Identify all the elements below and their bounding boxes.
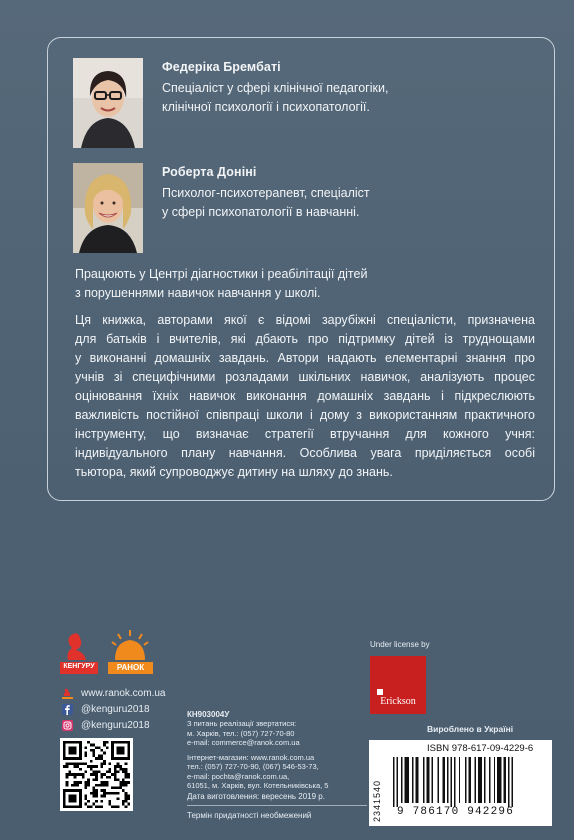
author-description [162, 79, 492, 117]
barcode-icon [391, 757, 549, 807]
made-in-ukraine: Вироблено в Україні [427, 724, 514, 734]
imprint-line: м. Харків, тел.: (057) 727-70-80 [187, 728, 295, 738]
paragraph-line: Працюють у Центрі діагностики і реабілітації дітей [75, 267, 368, 281]
website-row[interactable] [62, 685, 165, 701]
barcode-side-number: 2341540 [372, 779, 382, 822]
imprint-line: e-mail: commerce@ranok.com.ua [187, 738, 300, 747]
shop-line: Інтернет-магазин: www.ranok.com.ua [187, 752, 315, 762]
license-label: Under license by [370, 640, 430, 649]
instagram-row[interactable] [62, 717, 165, 733]
product-code: КН903004У [187, 710, 230, 719]
publisher-contacts [62, 685, 165, 733]
shelf-life: Термін придатності необмежений [187, 811, 312, 820]
authors-workplace-paragraph [75, 265, 535, 303]
book-description-paragraph [75, 311, 535, 482]
imprint-info [187, 710, 367, 791]
imprint-line: З питань реалізації звертатися: [187, 719, 297, 728]
kenguru-logo-text: КЕНГУРУ [63, 663, 95, 670]
publisher-logos [60, 628, 155, 678]
author-name: Роберта Доніні [162, 165, 257, 179]
qr-code-icon [63, 741, 130, 808]
paragraph-line: для батьків і вчителів, які дбають про підтримку дітей із труднощами [75, 332, 535, 346]
instagram-icon [62, 720, 73, 731]
qr-code[interactable] [60, 738, 133, 811]
author-photo-brembati [73, 58, 143, 148]
ranok-logo-text: РАНОК [116, 663, 145, 672]
paragraph-line: з порушеннями навичок навчання у школі. [75, 286, 321, 300]
author-name: Федеріка Брембаті [162, 60, 281, 74]
paragraph-line: важливість постійної співпраці школи і дому з використанням практичного [75, 408, 535, 422]
facebook-link[interactable]: @kenguru2018 [81, 703, 150, 715]
paragraph-line: учнів зі специфічними розладами шкільних навичок, аналізують процес [75, 370, 535, 384]
erickson-brand: Erickson [380, 696, 416, 707]
kangaroo-icon [62, 688, 73, 699]
barcode-panel [369, 740, 552, 826]
author-desc-line: у сфері психопатології в навчанні. [162, 205, 360, 219]
erickson-logo [370, 656, 426, 714]
paragraph-line: тьютора, який супроводжує дитину на шляху до знань. [75, 465, 393, 479]
facebook-row[interactable] [62, 701, 165, 717]
instagram-link[interactable]: @kenguru2018 [81, 719, 150, 731]
isbn-number: ISBN 978-617-09-4229-6 [427, 743, 534, 754]
manufacture-date: Дата виготовлення: вересень 2019 р. [187, 792, 325, 801]
paragraph-line: Ця книжка, авторами якої є відомі зарубіжні спеціалісти, призначена [75, 313, 535, 327]
author-desc-line: Психолог-психотерапевт, спеціаліст [162, 186, 370, 200]
website-link[interactable]: www.ranok.com.ua [81, 687, 166, 699]
erickson-square-icon [377, 689, 383, 695]
imprint-divider [187, 805, 367, 806]
paragraph-line: інструменту, що визначає стратегії втручання для кожного учня: [75, 427, 535, 441]
shop-line: тел.: (057) 727-70-90, (067) 546-53-73, [187, 762, 319, 771]
author-description [162, 184, 492, 222]
author-desc-line: клінічної психології і психопатології. [162, 100, 370, 114]
barcode-number: 9 786170 942296 [397, 806, 515, 818]
author-card-brembati [73, 58, 493, 150]
paragraph-line: оцінювання їхніх навичок виконання домашніх завдань і підкреслюють [75, 389, 535, 403]
author-photo-donini [73, 163, 143, 253]
shop-line: 61051, м. Харків, вул. Котельниківська, 5 [187, 781, 329, 790]
paragraph-line: індивідуального плану навчання. Особлива увага приділяється особі [75, 446, 535, 460]
author-card-donini [73, 163, 493, 255]
shop-line: e-mail: pochta@ranok.com.ua, [187, 771, 290, 781]
paragraph-line: у виконанні домашніх завдань. Автори надають елементарні знання про [75, 351, 535, 365]
author-desc-line: Спеціаліст у сфері клінічної педагогіки, [162, 81, 389, 95]
facebook-icon [62, 704, 73, 715]
